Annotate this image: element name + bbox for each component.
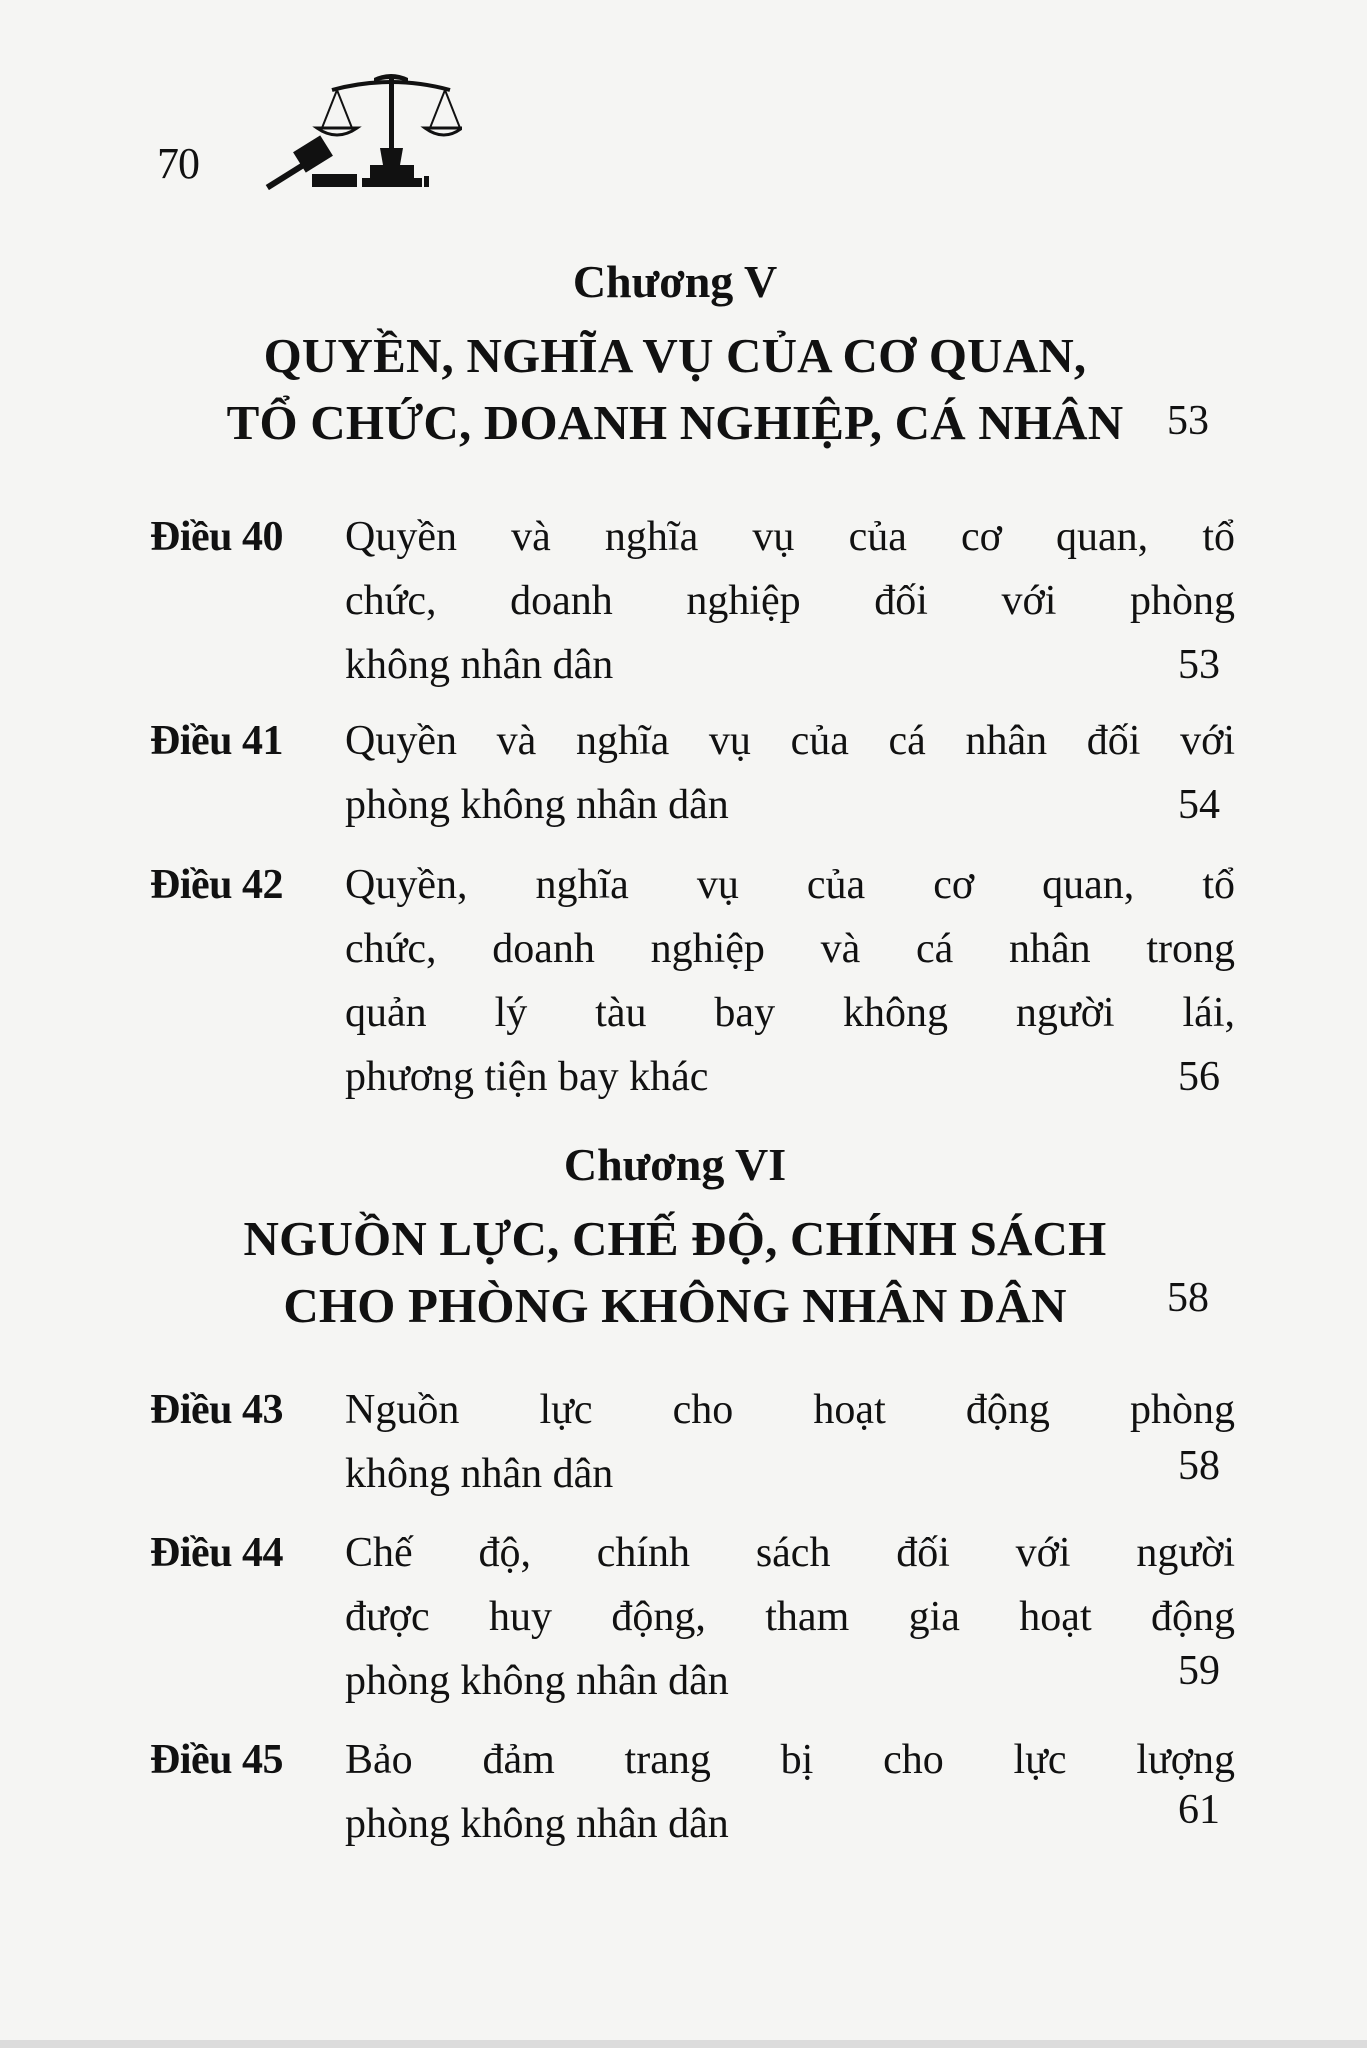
article-title: Chế độ, chính sách đối với người được huy động, tham gia hoạt động phòng không nhân dân [345,1530,1235,1704]
chapter-page-number: 58 [1167,1275,1209,1321]
article-title: Quyền, nghĩa vụ của cơ quan, tổ chức, doanh nghiệp và cá nhân trong quản lý tàu bay không người lái, phương tiện bay khác [345,862,1235,1100]
article-label: Điều 43 [150,1387,283,1433]
toc-entry[interactable] [150,1378,1235,1508]
article-label: Điều 42 [150,862,283,908]
toc-entry[interactable] [150,709,1235,839]
article-title: Quyền và nghĩa vụ của cá nhân đối với phòng không nhân dân [345,718,1235,828]
scales-and-gavel-icon [262,70,462,190]
article-title: Bảo đảm trang bị cho lực lượng phòng không nhân dân [345,1737,1235,1847]
article-title: Quyền và nghĩa vụ của cơ quan, tổ chức, doanh nghiệp đối với phòng không nhân dân [345,514,1235,688]
toc-entry[interactable] [150,505,1235,705]
article-label: Điều 41 [150,718,283,764]
chapter-heading-line: TỔ CHỨC, DOANH NGHIỆP, CÁ NHÂN [226,395,1124,450]
article-title: Nguồn lực cho hoạt động phòng không nhân dân [345,1387,1235,1497]
chapter-vi-block [140,1135,1210,1339]
entry-page-number: 56 [1178,1054,1220,1100]
entry-page-number: 58 [1178,1443,1220,1489]
article-label: Điều 45 [150,1737,283,1783]
toc-entry[interactable] [150,1521,1235,1721]
entry-page-number: 54 [1178,782,1220,828]
entry-page-number: 61 [1178,1787,1220,1833]
article-label: Điều 40 [150,514,283,560]
entry-page-number: 53 [1178,642,1220,688]
toc-entry[interactable] [150,1728,1235,1858]
chapter-page-number: 53 [1167,398,1209,444]
chapter-title: Chương V [572,256,778,307]
entry-page-number: 59 [1178,1648,1220,1694]
chapter-v-block [140,252,1210,456]
scan-edge-divider [0,2040,1367,2048]
chapter-heading-line: NGUỒN LỰC, CHẾ ĐỘ, CHÍNH SÁCH [243,1211,1107,1266]
article-label: Điều 44 [150,1530,283,1576]
page-number: 70 [157,139,199,188]
toc-entry[interactable] [150,853,1235,1113]
chapter-heading-line: CHO PHÒNG KHÔNG NHÂN DÂN [283,1278,1067,1333]
chapter-heading-line: QUYỀN, NGHĨA VỤ CỦA CƠ QUAN, [263,328,1087,383]
chapter-title: Chương VI [563,1139,787,1190]
